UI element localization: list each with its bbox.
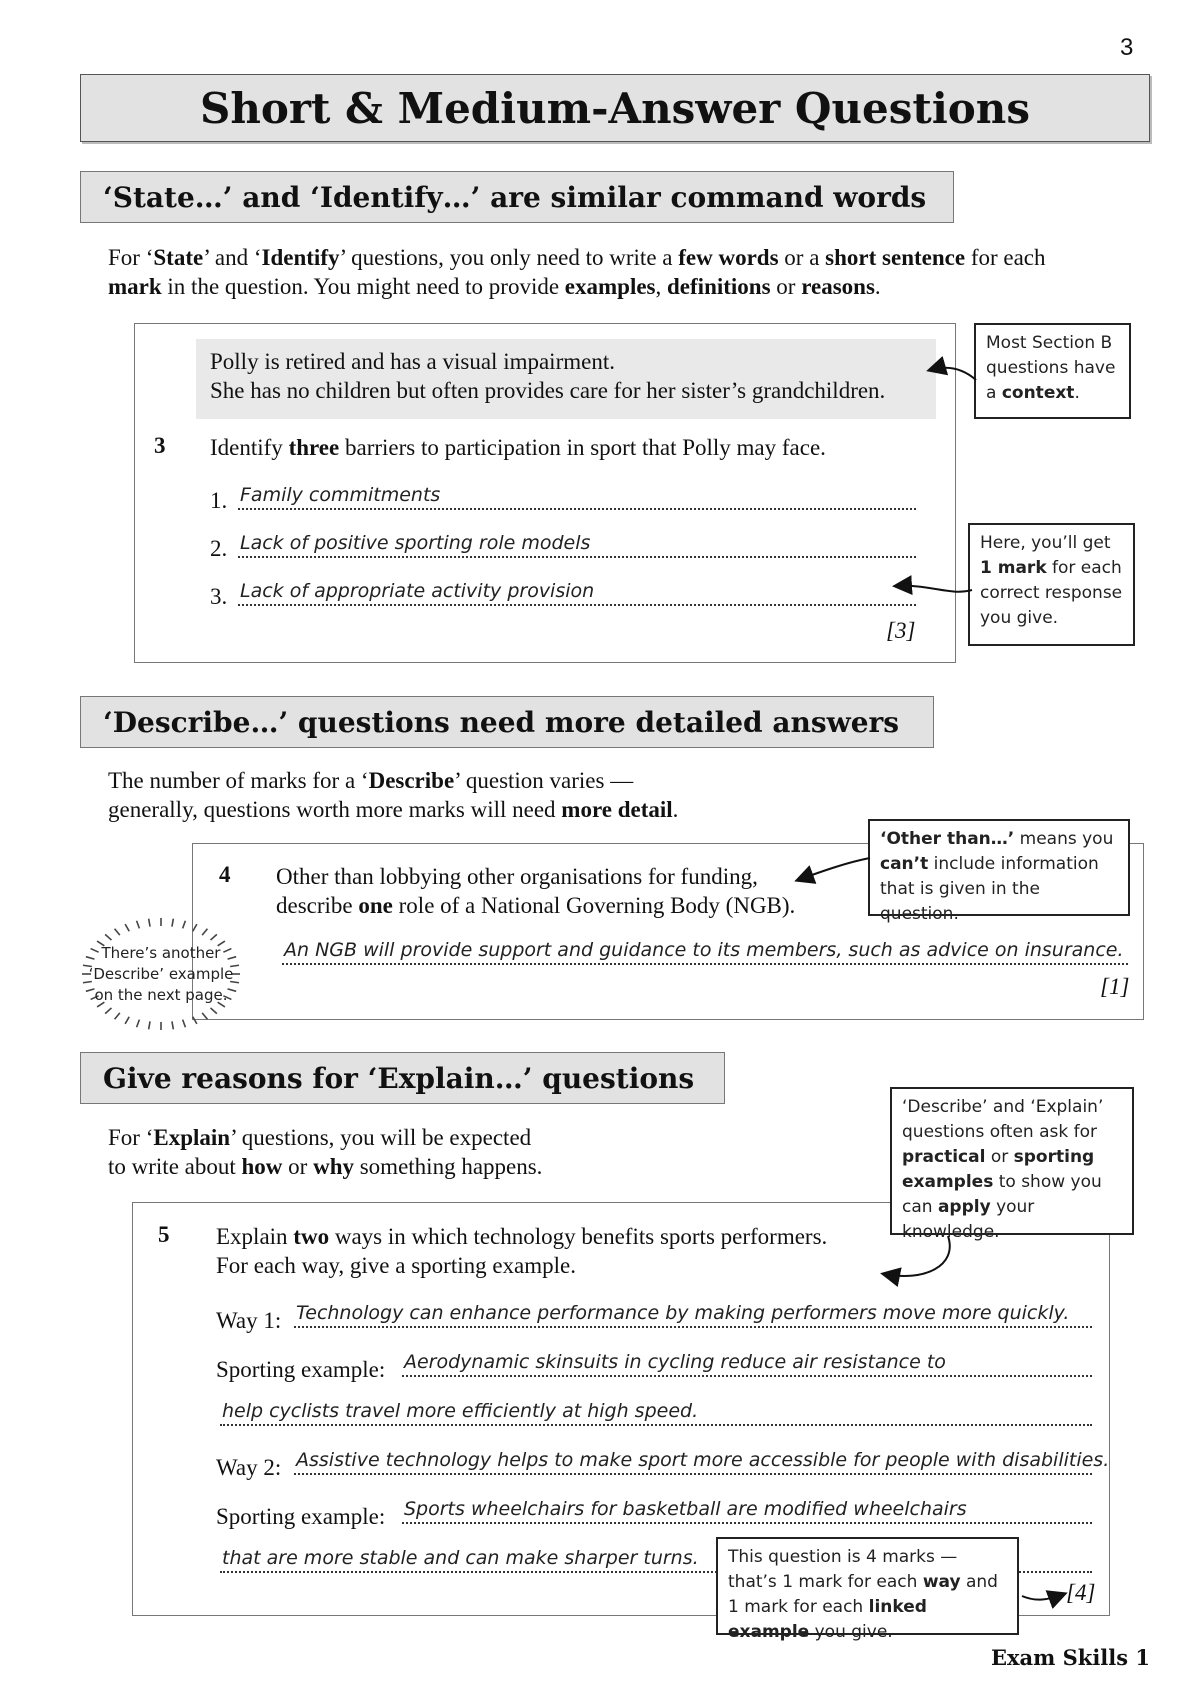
bold-text: more detail bbox=[561, 797, 673, 822]
text-run: Here, you’ll get bbox=[980, 533, 1111, 553]
bold-text: 1 mark bbox=[980, 558, 1047, 578]
text-run: your knowledge. bbox=[902, 1197, 1035, 1242]
text-run: means you bbox=[1014, 829, 1114, 849]
question-line-1: Other than lobbying other organisations for funding, bbox=[276, 864, 758, 889]
burst-line-2: ‘Describe’ example bbox=[88, 964, 234, 983]
bold-text: Identify bbox=[261, 245, 340, 270]
footer-label: Exam Skills 1 bbox=[990, 1645, 1150, 1670]
page-title: Short & Medium-Answer Questions bbox=[80, 74, 1150, 142]
text-run: ’ questions, you will be expected bbox=[230, 1125, 532, 1150]
bold-text: few words bbox=[678, 245, 779, 270]
bold-text: reasons bbox=[801, 274, 875, 299]
bold-text: way bbox=[922, 1572, 961, 1592]
question-number: 3 bbox=[154, 433, 166, 458]
bold-text: two bbox=[293, 1224, 330, 1249]
way-2-answer[interactable]: Assistive technology helps to make sport more accessible for people with disabilities. bbox=[294, 1443, 1092, 1475]
bold-text: ‘Other than…’ bbox=[880, 829, 1015, 849]
answer-line[interactable]: An NGB will provide support and guidance to its members, such as advice on insurance. bbox=[282, 933, 1128, 965]
burst-ray bbox=[172, 1021, 173, 1029]
answer-line-3[interactable]: Lack of appropriate activity provision bbox=[238, 574, 916, 606]
text-run: or bbox=[770, 274, 802, 299]
section-intro-state-identify bbox=[108, 243, 1068, 301]
way-2-label: Way 2: bbox=[216, 1455, 282, 1480]
text-run: generally, questions worth more marks will need bbox=[108, 797, 562, 822]
marks-label: [3] bbox=[886, 618, 916, 643]
page-number: 3 bbox=[1120, 34, 1134, 61]
marks-label: [4] bbox=[1066, 1580, 1096, 1605]
note-other-than bbox=[868, 819, 1130, 924]
text-run: For ‘ bbox=[108, 1125, 154, 1150]
burst-line-3: on the next page. bbox=[94, 985, 228, 1004]
burst-ray bbox=[172, 919, 173, 927]
answer-line-1[interactable]: Family commitments bbox=[238, 478, 916, 510]
answer-number: 2. bbox=[210, 536, 228, 561]
example-2-answer-line-1[interactable]: Sports wheelchairs for basketball are modified wheelchairs bbox=[402, 1492, 1092, 1524]
text-run: This question is 4 marks — that’s 1 mark for each bbox=[728, 1547, 958, 1592]
text-run: ways in which technology benefits sports performers. bbox=[329, 1224, 828, 1249]
question-line-1 bbox=[216, 1222, 916, 1251]
burst-ray bbox=[210, 1008, 216, 1014]
text-run: something happens. bbox=[353, 1154, 543, 1179]
bold-text: linked example bbox=[728, 1597, 927, 1642]
text-run: Most Section B questions have a bbox=[986, 333, 1116, 403]
question-number: 5 bbox=[158, 1222, 170, 1247]
text-run: and 1 mark for each bbox=[728, 1572, 998, 1617]
section-intro-explain bbox=[108, 1123, 728, 1181]
marks-label: [1] bbox=[1100, 974, 1130, 999]
intro-line-1 bbox=[108, 766, 868, 795]
burst-ray bbox=[183, 921, 186, 929]
question-context bbox=[196, 339, 936, 419]
text-run: The number of marks for a ‘ bbox=[108, 768, 369, 793]
text-run: ’ question varies — bbox=[454, 768, 634, 793]
text-run: . bbox=[1074, 383, 1080, 403]
text-run: For ‘ bbox=[108, 245, 154, 270]
text-run: or bbox=[985, 1147, 1014, 1167]
text-run: describe bbox=[276, 893, 359, 918]
burst-ray bbox=[149, 1021, 150, 1029]
next-page-burst bbox=[80, 918, 242, 1030]
burst-ray bbox=[105, 934, 111, 940]
note-four-marks bbox=[716, 1537, 1019, 1642]
text-run: . bbox=[672, 797, 679, 822]
way-1-label: Way 1: bbox=[216, 1308, 282, 1333]
bold-text: examples bbox=[564, 274, 656, 299]
bold-text: sporting examples bbox=[902, 1147, 1095, 1192]
intro-line-1 bbox=[108, 1123, 728, 1152]
way-1-answer[interactable]: Technology can enhance performance by making performers move more quickly. bbox=[294, 1296, 1092, 1328]
burst-ray bbox=[137, 1020, 140, 1028]
bold-text: State bbox=[153, 245, 204, 270]
section-heading-explain: Give reasons for ‘Explain…’ questions bbox=[80, 1052, 725, 1104]
text-run: ’ and ‘ bbox=[203, 245, 262, 270]
answer-number: 1. bbox=[210, 488, 228, 513]
section-heading-state-identify: ‘State…’ and ‘Identify…’ are similar command words bbox=[80, 171, 954, 223]
bold-text: context bbox=[1001, 383, 1075, 403]
question-text bbox=[276, 862, 856, 920]
text-run: . bbox=[874, 274, 881, 299]
note-context bbox=[974, 323, 1131, 419]
example-1-label: Sporting example: bbox=[216, 1357, 386, 1382]
bold-text: practical bbox=[902, 1147, 986, 1167]
text-run: for each correct response you give. bbox=[980, 558, 1123, 628]
bold-text: three bbox=[288, 435, 340, 460]
text-run: Identify bbox=[210, 435, 289, 460]
bold-text: Describe bbox=[368, 768, 455, 793]
bold-text: short sentence bbox=[825, 245, 966, 270]
burst-ray bbox=[202, 1013, 207, 1019]
bold-text: one bbox=[358, 893, 393, 918]
text-run: or bbox=[282, 1154, 314, 1179]
burst-ray bbox=[125, 1017, 129, 1024]
section-heading-describe: ‘Describe…’ questions need more detailed answers bbox=[80, 696, 934, 748]
text-run: to show you can bbox=[902, 1172, 1102, 1217]
note-practical-examples bbox=[890, 1087, 1134, 1242]
burst-ray bbox=[193, 1017, 197, 1024]
text-run: barriers to participation in sport that Polly may face. bbox=[339, 435, 826, 460]
bold-text: how bbox=[241, 1154, 283, 1179]
example-2-answer-line-2[interactable]: that are more stable and can make sharper turns. bbox=[220, 1541, 1092, 1573]
bold-text: definitions bbox=[667, 274, 771, 299]
burst-ray bbox=[210, 934, 216, 940]
context-line-1: Polly is retired and has a visual impairment. bbox=[210, 349, 615, 374]
bold-text: mark bbox=[108, 274, 162, 299]
burst-ray bbox=[125, 924, 129, 931]
burst-ray bbox=[183, 1020, 186, 1028]
text-run: , bbox=[655, 274, 668, 299]
text-run: include information that is given in the question. bbox=[880, 854, 1099, 924]
text-run: to write about bbox=[108, 1154, 242, 1179]
intro-line-2 bbox=[108, 795, 868, 824]
example-2-label: Sporting example: bbox=[216, 1504, 386, 1529]
burst-ray bbox=[193, 924, 197, 931]
section-intro-describe bbox=[108, 766, 868, 824]
text-run: ’ questions, you only need to write a bbox=[339, 245, 679, 270]
bold-text: apply bbox=[937, 1197, 991, 1217]
context-line-2: She has no children but often provides care for her sister’s grandchildren. bbox=[210, 378, 886, 403]
intro-line-2 bbox=[108, 1152, 728, 1181]
example-1-answer-line-1[interactable]: Aerodynamic skinsuits in cycling reduce air resistance to bbox=[402, 1345, 1092, 1377]
bold-text: why bbox=[313, 1154, 354, 1179]
example-1-answer-line-2[interactable]: help cyclists travel more efficiently at high speed. bbox=[220, 1394, 1092, 1426]
text-run: ‘Describe’ and ‘Explain’ questions often ask for bbox=[902, 1097, 1104, 1142]
text-run: for each bbox=[965, 245, 1046, 270]
burst-ray bbox=[202, 929, 207, 935]
text-run: in the question. You might need to provide bbox=[161, 274, 565, 299]
burst-ray bbox=[137, 921, 140, 929]
bold-text: can’t bbox=[880, 854, 929, 874]
question-text bbox=[210, 433, 930, 462]
text-run: Explain bbox=[216, 1224, 294, 1249]
question-number: 4 bbox=[219, 862, 231, 887]
question-line-2: For each way, give a sporting example. bbox=[216, 1253, 577, 1278]
text-run: or a bbox=[778, 245, 826, 270]
question-line-2 bbox=[276, 891, 856, 920]
note-one-mark-each bbox=[968, 523, 1135, 646]
question-text bbox=[216, 1222, 916, 1280]
text-run: role of a National Governing Body (NGB). bbox=[392, 893, 796, 918]
answer-number: 3. bbox=[210, 584, 228, 609]
bold-text: Explain bbox=[153, 1125, 231, 1150]
burst-line-1: There’s another bbox=[101, 943, 221, 962]
burst-ray bbox=[105, 1008, 111, 1014]
burst-ray bbox=[115, 929, 120, 935]
burst-ray bbox=[115, 1013, 120, 1019]
burst-ray bbox=[149, 919, 150, 927]
text-run: you give. bbox=[809, 1622, 893, 1642]
answer-line-2[interactable]: Lack of positive sporting role models bbox=[238, 526, 916, 558]
